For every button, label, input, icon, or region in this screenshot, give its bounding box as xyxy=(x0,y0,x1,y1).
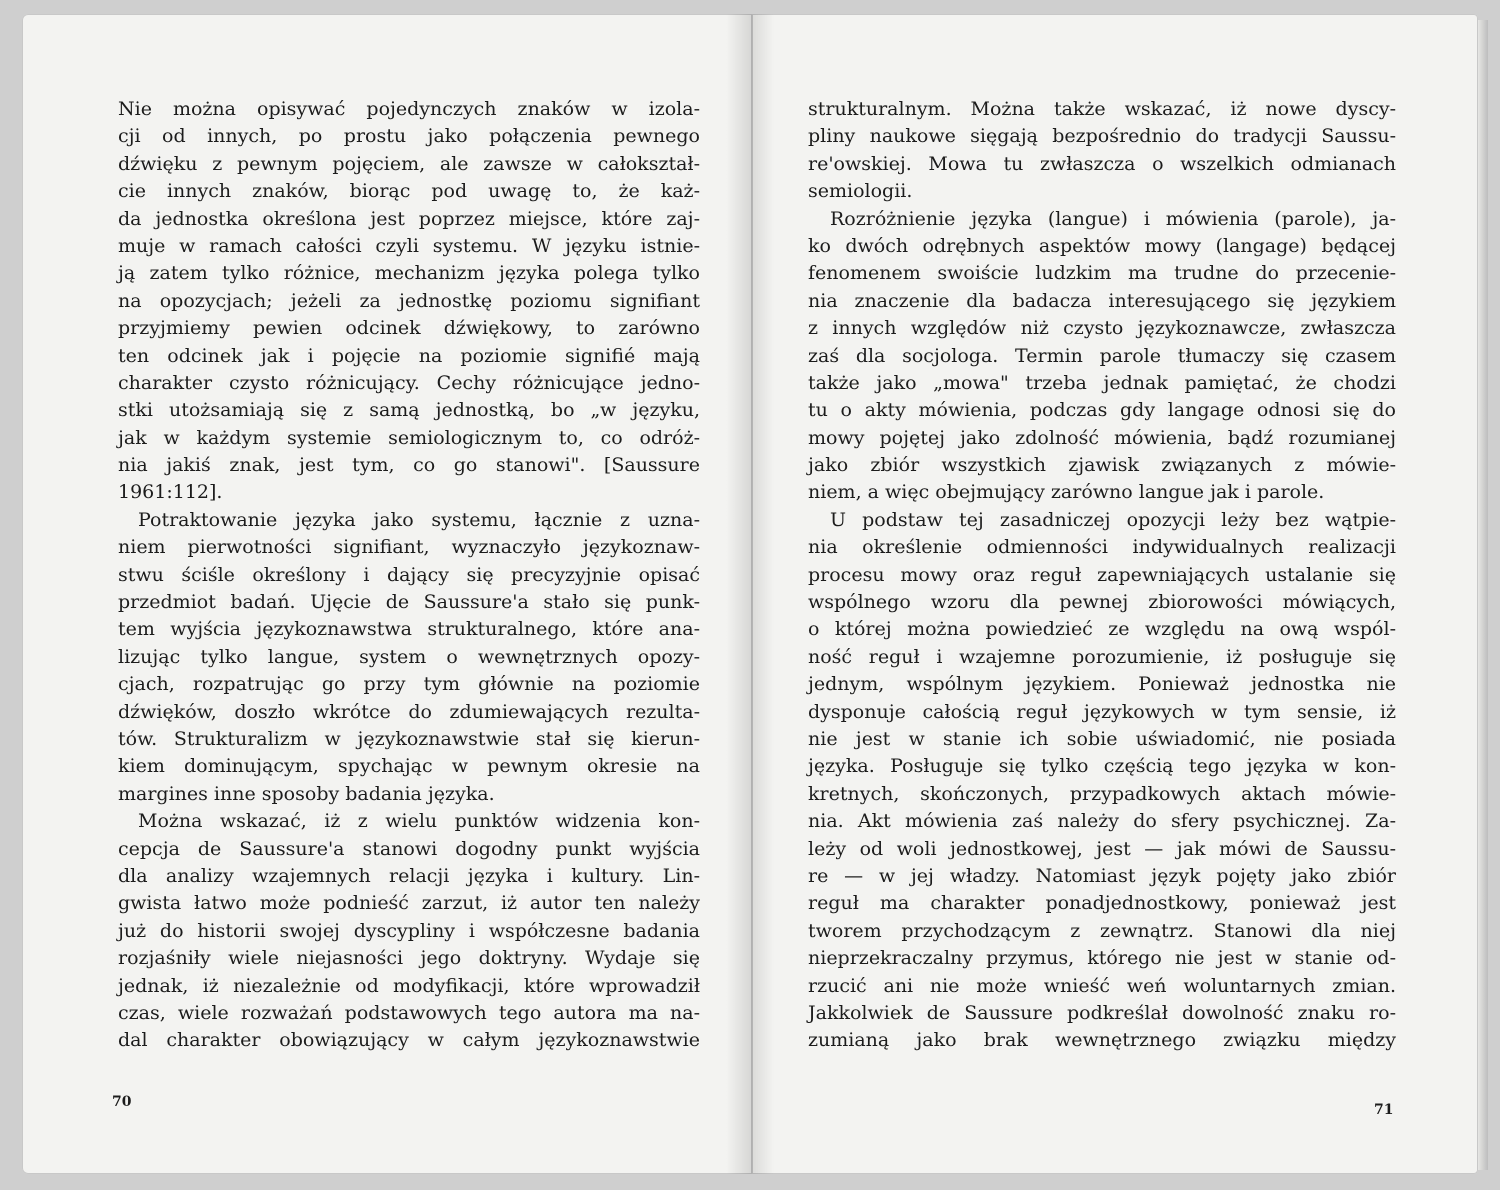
text-line: zaś dla socjologa. Termin parole tłumaczy się czasem xyxy=(808,344,1396,367)
text-line: 1961:112]. xyxy=(118,481,223,504)
text-line: jednak, iż niezależnie od modyfikacji, które wprowadził xyxy=(118,974,700,997)
text-line: cepcja de Saussure'a stanowi dogodny punkt wyjścia xyxy=(118,837,700,860)
text-line: nie jest w stanie ich sobie uświadomić, nie posiada xyxy=(808,727,1396,750)
text-line: nia jakiś znak, jest tym, co go stanowi". [Saussure xyxy=(118,454,700,477)
text-line: muje w ramach całości czyli systemu. W języku istnie- xyxy=(118,234,700,257)
text-line: niem pierwotności signifiant, wyznaczyło językoznaw- xyxy=(118,536,700,559)
text-line: przyjmiemy pewien odcinek dźwiękowy, to zarówno xyxy=(118,317,700,340)
text-line: języka. Posługuje się tylko częścią tego języka w kon- xyxy=(808,755,1396,778)
text-line: ją zatem tylko różnice, mechanizm języka polega tylko xyxy=(118,262,700,285)
gutter-shadow xyxy=(752,14,774,1174)
text-line: tem wyjścia językoznawstwa strukturalnego, które ana- xyxy=(118,618,700,641)
text-line: zumianą jako brak wewnętrznego związku między xyxy=(808,1029,1396,1052)
text-line: jako zbiór wszystkich zjawisk związanych z mówie- xyxy=(808,454,1396,477)
text-line: Nie można opisywać pojedynczych znaków w izola- xyxy=(118,98,700,120)
left-page-text xyxy=(118,96,700,1055)
text-line: leży od woli jednostkowej, jest — jak mówi de Saussu- xyxy=(808,837,1396,860)
text-line: nieprzekraczalny przymus, którego nie jest w stanie od- xyxy=(808,947,1396,970)
text-line: wspólnego wzoru dla pewnej zbiorowości mówiących, xyxy=(808,591,1396,614)
text-line: Można wskazać, iż z wielu punktów widzenia kon- xyxy=(138,810,700,833)
text-line: charakter czysto różnicujący. Cechy różnicujące jedno- xyxy=(118,371,700,394)
page-number-left: 70 xyxy=(112,1094,132,1110)
text-line: strukturalnym. Można także wskazać, iż nowe dyscy- xyxy=(808,98,1396,120)
text-line: dla analizy wzajemnych relacji języka i kultury. Lin- xyxy=(118,864,700,887)
text-line: U podstaw tej zasadniczej opozycji leży bez wątpie- xyxy=(830,508,1396,531)
text-line: nia. Akt mówienia zaś należy do sfery psychicznej. Za- xyxy=(808,810,1396,833)
right-page-text xyxy=(808,96,1396,1055)
text-line: ność reguł i wzajemne porozumienie, iż posługuje się xyxy=(808,645,1396,668)
text-line: cjach, rozpatrując go przy tym głównie na poziomie xyxy=(118,673,700,696)
text-line: lizując tylko langue, system o wewnętrznych opozy- xyxy=(118,645,700,668)
text-line: margines inne sposoby badania języka. xyxy=(118,782,495,805)
text-line: nia określenie odmienności indywidualnych realizacji xyxy=(808,536,1396,559)
text-line: jednym, wspólnym językiem. Ponieważ jednostka nie xyxy=(808,673,1396,696)
text-line: z innych względów niż czysto językoznawcze, zwłaszcza xyxy=(808,317,1396,340)
text-line: nia znaczenie dla badacza interesującego się językiem xyxy=(808,289,1396,312)
text-line: pliny naukowe sięgają bezpośrednio do tradycji Saussu- xyxy=(808,125,1396,148)
page-number-right: 71 xyxy=(1374,1102,1394,1118)
text-line: semiologii. xyxy=(808,180,913,203)
text-line: tu o akty mówienia, podczas gdy langage odnosi się do xyxy=(808,399,1396,422)
text-line: stki utożsamiają się z samą jednostką, bo „w języku, xyxy=(118,399,700,422)
text-line: rzucić ani nie może wnieść weń woluntarnych zmian. xyxy=(808,974,1396,997)
left-page xyxy=(22,14,752,1174)
text-line: ten odcinek jak i pojęcie na poziomie signifié mają xyxy=(118,344,700,367)
text-line: stwu ściśle określony i dający się precyzyjnie opisać xyxy=(118,563,700,586)
text-line: Potraktowanie języka jako systemu, łącznie z uzna- xyxy=(138,508,700,531)
text-line: re'owskiej. Mowa tu zwłaszcza o wszelkich odmianach xyxy=(808,152,1396,175)
text-line: Jakkolwiek de Saussure podkreślał dowolność znaku ro- xyxy=(808,1001,1396,1024)
text-line: dal charakter obowiązujący w całym językoznawstwie xyxy=(118,1029,700,1052)
text-line: tów. Strukturalizm w językoznawstwie stał się kierun- xyxy=(118,727,700,750)
text-line: mowy pojętej jako zdolność mówienia, bądź rozumianej xyxy=(808,426,1396,449)
text-line: cji od innych, po prostu jako połączenia pewnego xyxy=(118,125,700,148)
text-line: także jako „mowa" trzeba jednak pamiętać, że chodzi xyxy=(808,371,1396,394)
text-line: gwista łatwo może podnieść zarzut, iż autor ten należy xyxy=(118,892,700,915)
text-line: czas, wiele rozważań podstawowych tego autora ma na- xyxy=(118,1001,700,1024)
text-line: ko dwóch odrębnych aspektów mowy (langage) będącej xyxy=(808,234,1396,257)
text-line: już do historii swojej dyscypliny i współczesne badania xyxy=(118,919,700,942)
text-line: tworem przychodzącym z zewnątrz. Stanowi dla niej xyxy=(808,919,1396,942)
page-edge xyxy=(1478,20,1488,1170)
text-line: kiem dominującym, spychając w pewnym okresie na xyxy=(118,755,700,778)
text-line: reguł ma charakter ponadjednostkowy, ponieważ jest xyxy=(808,892,1396,915)
text-line: jak w każdym systemie semiologicznym to, co odróż- xyxy=(118,426,700,449)
text-line: przedmiot badań. Ujęcie de Saussure'a stało się punk- xyxy=(118,591,700,614)
text-line: cie innych znaków, biorąc pod uwagę to, że każ- xyxy=(118,180,700,203)
text-line: o której można powiedzieć ze względu na ową wspól- xyxy=(808,618,1396,641)
text-line: rozjaśniły wiele niejasności jego doktryny. Wydaje się xyxy=(118,947,700,970)
text-line: na opozycjach; jeżeli za jednostkę poziomu signifiant xyxy=(118,289,700,312)
text-line: fenomenem swoiście ludzkim ma trudne do przecenie- xyxy=(808,262,1396,285)
text-line: re — w jej władzy. Natomiast język pojęty jako zbiór xyxy=(808,864,1396,887)
text-line: da jednostka określona jest poprzez miejsce, które zaj- xyxy=(118,207,700,230)
text-line: dźwięku z pewnym pojęciem, ale zawsze w całokształ- xyxy=(118,152,700,175)
text-line: Rozróżnienie języka (langue) i mówienia (parole), ja- xyxy=(830,207,1396,230)
text-line: dźwięków, doszło wkrótce do zdumiewających rezulta- xyxy=(118,700,700,723)
right-page xyxy=(752,14,1478,1174)
text-line: dysponuje całością reguł językowych w tym sensie, iż xyxy=(808,700,1396,723)
text-line: niem, a więc obejmujący zarówno langue jak i parole. xyxy=(808,481,1325,504)
gutter-shadow xyxy=(726,14,752,1174)
text-line: procesu mowy oraz reguł zapewniających ustalanie się xyxy=(808,563,1396,586)
text-line: kretnych, skończonych, przypadkowych aktach mówie- xyxy=(808,782,1396,805)
